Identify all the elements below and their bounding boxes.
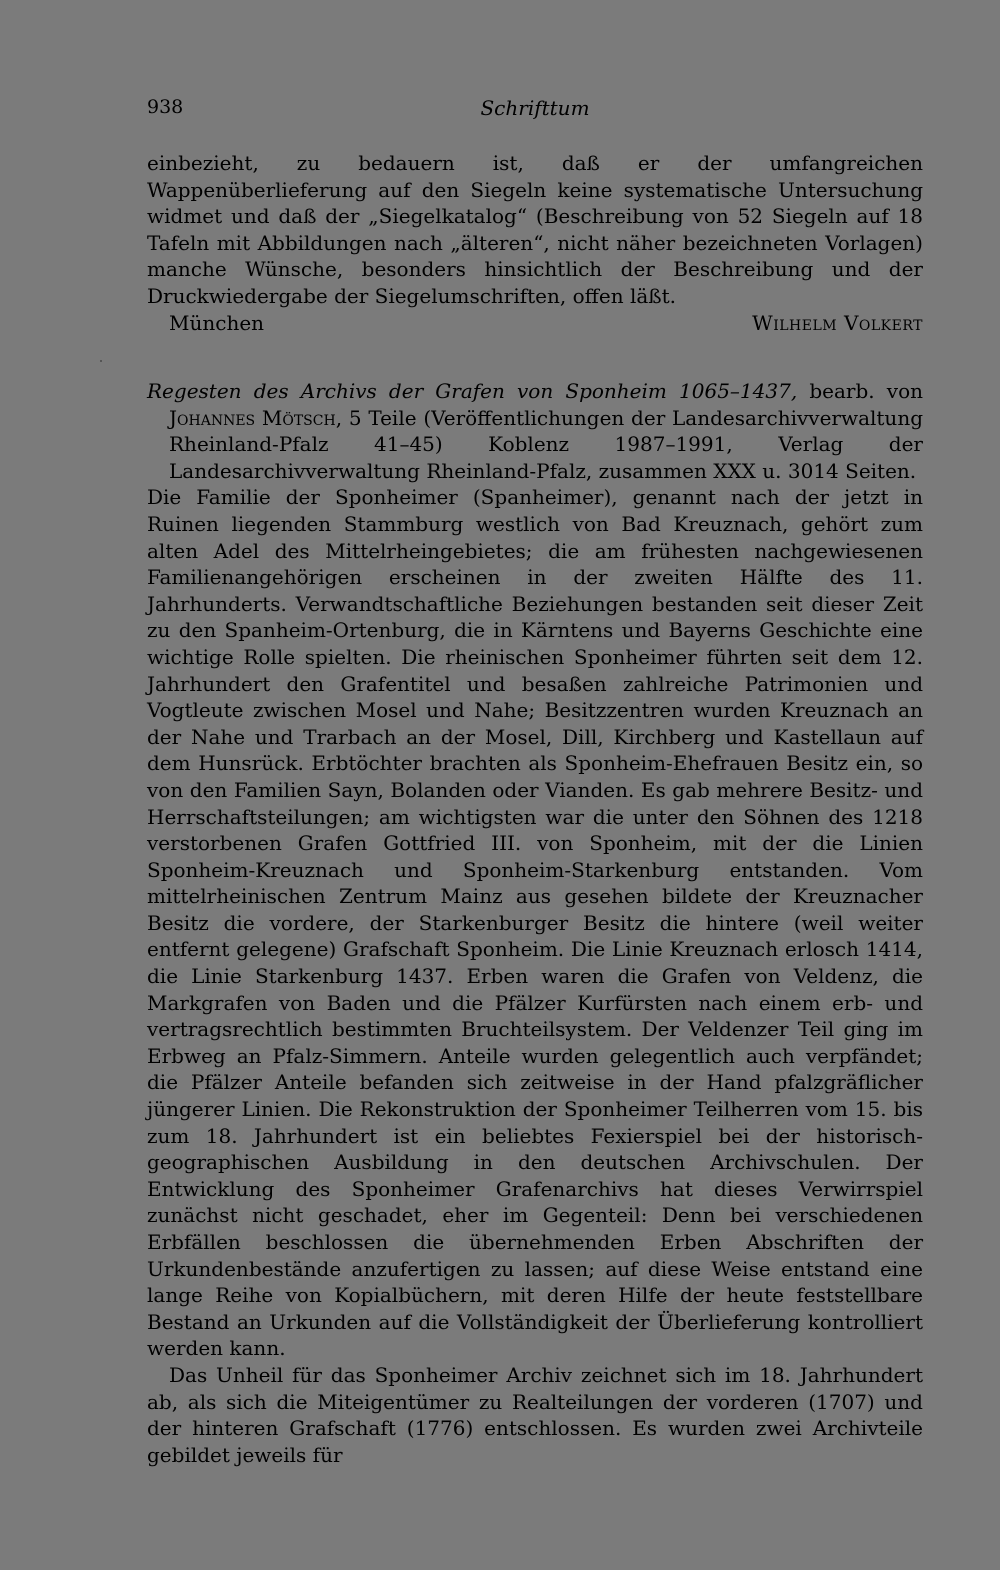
page-header	[147, 96, 923, 126]
body-paragraph-1: Die Familie der Sponheimer (Spanheimer), genannt nach der jetzt in Ruinen liegenden Stammburg westlich von Bad Kreuznach, gehört zum alten Adel des Mittelrheingebietes; die am frühesten nachgewiesenen Familienangehörigen erscheinen in der zweiten Hälfte des 11. Jahrhunderts. Verwandtschaftliche Beziehungen bestanden seit dieser Zeit zu den Spanheim-Ortenburg, die in Kärntens und Bayerns Geschichte eine wichtige Rolle spielten. Die rheinischen Sponheimer führten seit dem 12. Jahrhundert den Grafentitel und besaßen zahlreiche Patrimonien und Vogtleute zwischen Mosel und Nahe; Besitzzentren wurden Kreuznach an der Nahe und Trarbach an der Mosel, Dill, Kirchberg und Kastellaun auf dem Hunsrück. Erbtöchter brachten als Sponheim-Ehefrauen Besitz ein, so von den Familien Sayn, Bolanden oder Vianden. Es gab mehrere Besitz- und Herrschaftsteilungen; am wichtigsten war die unter den Söhnen des 1218 verstorbenen Grafen Gottfried III. von Sponheim, mit der die Linien Sponheim-Kreuznach und Sponheim-Starkenburg entstanden. Vom mittelrheinischen Zentrum Mainz aus gesehen bildete der Kreuznacher Besitz die vordere, der Starkenburger Besitz die hintere (weil weiter entfernt gelegene) Grafschaft Sponheim. Die Linie Kreuznach erlosch 1414, die Linie Starkenburg 1437. Erben waren die Grafen von Veldenz, die Markgrafen von Baden und die Pfälzer Kurfürsten nach einem erb- und vertragsrechtlich bestimmten Bruchteilsystem. Der Veldenzer Teil ging im Erbweg an Pfalz-Simmern. Anteile wurden gelegentlich auch verpfändet; die Pfälzer Anteile befanden sich zeitweise in der Hand pfalzgräflicher jüngerer Linien. Die Rekonstruktion der Sponheimer Teilherren vom 15. bis zum 18. Jahrhundert ist ein beliebtes Fexierspiel bei der historisch-geographischen Ausbildung in den deutschen Archivschulen. Der Entwicklung des Sponheimer Grafenarchivs hat dieses Verwirrspiel zunächst nicht geschadet, eher im Gegenteil: Denn bei verschiedenen Erbfällen beschlossen die übernehmenden Erben Abschriften der Urkundenbestände anzufertigen zu lassen; auf diese Weise entstand eine lange Reihe von Kopialbüchern, mit deren Hilfe der heute feststellbare Bestand an Urkunden auf die Vollständigkeit der Überlieferung kontrolliert werden kann.	[147, 485, 923, 1361]
entry-title: Regesten des Archivs der Grafen von Sponheim 1065–1437,	[147, 379, 798, 403]
review-place: München	[169, 310, 265, 335]
entry-details: 5 Teile (Veröffentlichungen der Landesarchivverwaltung Rheinland-Pfalz 41–45) Koblenz 1987–1991, Verlag der Landesarchivverwaltung Rheinland-Pfalz, zusammen XXX u. 3014 Seiten.	[169, 405, 924, 483]
body-paragraph-2: Das Unheil für das Sponheimer Archiv zeichnet sich im 18. Jahrhundert ab, als sich die Miteigentümer zu Realteilungen der vorderen (1707) und der hinteren Grafschaft (1776) entschlossen. Es wurden zwei Archivteile gebildet jeweils für	[147, 1362, 923, 1467]
stray-mark	[100, 360, 102, 362]
review-signature	[147, 310, 923, 337]
bibliographic-entry	[147, 378, 923, 484]
page-number: 938	[147, 96, 184, 118]
review-author: Wilhelm Volkert	[752, 310, 923, 335]
entry-author: Johannes Mötsch,	[169, 405, 343, 430]
running-head: Schrifttum	[480, 96, 590, 120]
entry-bearb: bearb. von	[809, 379, 923, 403]
review-entry	[147, 378, 923, 1468]
previous-review-ending	[147, 150, 923, 336]
review-closing-paragraph: einbezieht, zu bedauern ist, daß er der umfangreichen Wappenüberlieferung auf den Siegeln keine systematische Untersuchung widmet und daß der „Siegelkatalog“ (Beschreibung von 52 Siegeln auf 18 Tafeln mit Abbildungen nach „älteren“, nicht näher bezeichneten Vorlagen) manche Wünsche, besonders hinsichtlich der Beschreibung und der Druckwiedergabe der Siegelumschriften, offen läßt.	[147, 151, 923, 308]
